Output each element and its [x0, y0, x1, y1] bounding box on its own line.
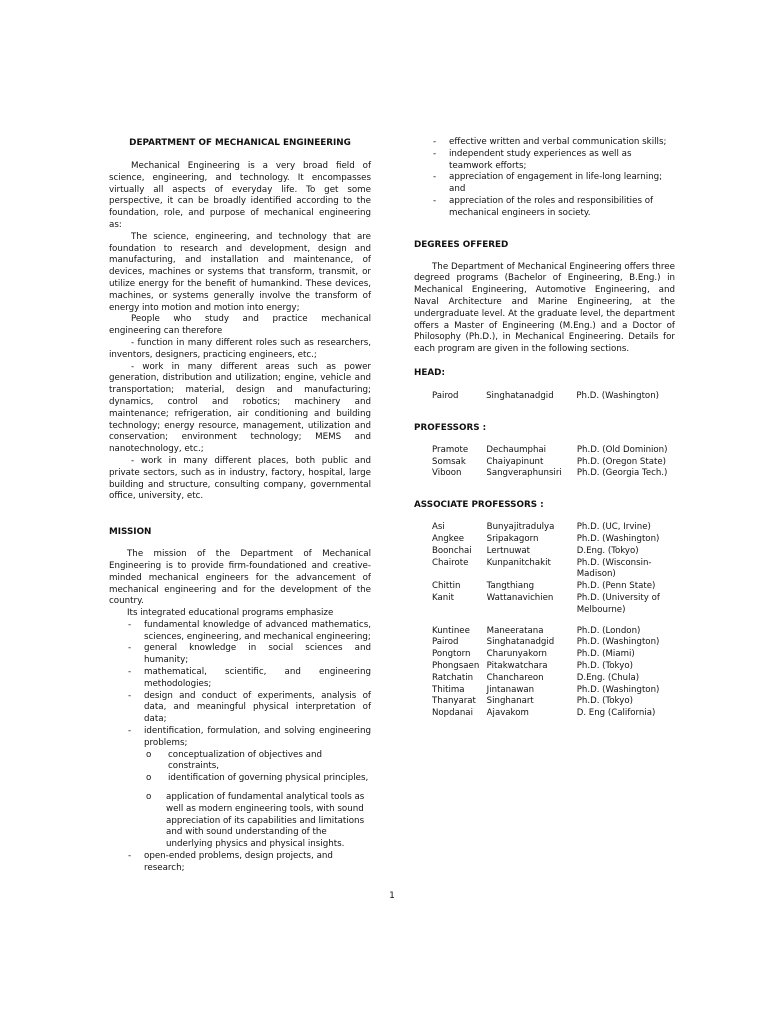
degree-cell: Ph.D. (London) — [576, 625, 641, 636]
list-item-text: fundamental knowledge of advanced mathematics, sciences, engineering, and mechanical engineering; — [144, 619, 371, 642]
list-item-text: identification, formulation, and solving engineering problems; — [144, 726, 371, 748]
page-title: DEPARTMENT OF MECHANICAL ENGINEERING — [129, 138, 351, 148]
list-item — [109, 691, 371, 726]
bullet-dash: - — [433, 137, 437, 147]
list-item — [414, 196, 675, 220]
first-name-cell: Pramote — [432, 444, 469, 455]
right-column — [414, 137, 675, 720]
list-item-text: effective written and verbal communication skills; — [449, 137, 667, 147]
table-row — [432, 522, 675, 534]
bullet-dash: - — [128, 851, 132, 862]
mission-heading: MISSION — [109, 527, 152, 538]
table-row — [432, 581, 675, 593]
first-name-cell: Angkee — [432, 533, 465, 544]
degree-cell: Ph.D. (Miami) — [576, 649, 635, 660]
table-row — [432, 649, 675, 661]
list-item — [414, 149, 675, 173]
head-table — [432, 391, 675, 403]
last-name-cell: Lertnuwat — [486, 545, 531, 556]
intro-paragraph: The science, engineering, and technology that are foundation to research and development, design and manufacturing, and installation and maintenance, of devices, machines or systems that transform, transmit, or utilize energy for the benefit of humankind. These devices, machines, or systems generally involve the transform of energy into motion and motion into energy; — [109, 231, 371, 313]
professors-heading: PROFESSORS : — [414, 422, 487, 433]
first-name-cell: Somsak — [432, 456, 466, 467]
degree-cell: Ph.D. (Oregon State) — [576, 456, 667, 467]
degree-cell: Ph.D. (Wisconsin-Madison) — [576, 557, 652, 580]
head-heading: HEAD: — [414, 367, 445, 378]
degree-cell: Ph.D. (Tokyo) — [576, 660, 633, 671]
first-name-cell: Viboon — [432, 468, 462, 479]
first-name-cell: Kanit — [432, 592, 454, 603]
first-name-cell: Chittin — [432, 581, 461, 592]
list-item — [414, 137, 675, 149]
list-item-text: design and conduct of experiments, analysis of data, and meaningful physical interpretation of data; — [144, 690, 371, 725]
bullet-dash: - — [128, 690, 132, 701]
first-name-cell: Pongtorn — [432, 649, 471, 660]
degrees-heading: DEGREES OFFERED — [414, 239, 509, 250]
bullet-dash: - — [128, 726, 132, 737]
sub-list-item-text: identification of governing physical principles, — [168, 773, 369, 784]
bullet-dash: - — [128, 667, 132, 678]
first-name-cell: Boonchai — [432, 545, 472, 556]
bullet-dash: - — [433, 172, 437, 183]
intro-role-item: - work in many different areas such as power generation, distribution and utilization; engine, vehicle and transportation; material, design and manufacturing; dynamics, control and robotics; machinery and maintenance; refrigeration, air conditioning and building technology; energy resource, management, utilization and conservation; environment technology; MEMS and nanotechnology, etc.; — [109, 361, 371, 455]
table-row — [432, 708, 675, 720]
list-item-text: appreciation of engagement in life-long learning; and — [449, 172, 663, 195]
associate-professors-table — [432, 522, 675, 720]
last-name-cell: Jintanawan — [486, 684, 535, 695]
degree-cell: Ph.D. (Old Dominion) — [576, 444, 668, 455]
degree-cell: Ph.D. (UC, Irvine) — [576, 522, 651, 533]
last-name-cell: Pitakwatchara — [486, 660, 548, 671]
first-name-cell: Phongsaen — [432, 660, 480, 671]
intro-role-item: - function in many different roles such as researchers, inventors, designers, practicing engineers, etc.; — [109, 337, 371, 360]
bullet-circle: o — [146, 792, 152, 803]
degree-cell: D.Eng. (Tokyo) — [576, 545, 639, 556]
last-name-cell: Ajavakom — [486, 708, 529, 719]
professors-table — [432, 445, 675, 480]
first-name-cell: Chairote — [432, 557, 469, 568]
last-name-cell: Sangveraphunsiri — [486, 468, 562, 479]
last-name-cell: Bunyajitradulya — [486, 522, 555, 533]
mission-lead: Its integrated educational programs emphasize — [127, 608, 334, 619]
last-name-cell: Chaiyapinunt — [486, 456, 544, 467]
degree-cell: Ph.D. (Washington) — [576, 390, 659, 401]
list-item-text: mathematical, scientific, and engineering methodologies; — [144, 667, 371, 689]
last-name-cell: Sripakagorn — [486, 533, 539, 544]
list-item — [109, 620, 371, 644]
last-name-cell: Dechaumphai — [486, 444, 547, 455]
intro-paragraph: Mechanical Engineering is a very broad field of science, engineering, and technology. It encompasses virtually all aspects of everyday life. To get some perspective, it can be broadly identified according to the foundation, role, and purpose of mechanical engineering as: — [109, 161, 371, 230]
list-item-text: open-ended problems, design projects, and research; — [144, 851, 333, 873]
associate-professors-heading: ASSOCIATE PROFESSORS : — [414, 500, 544, 511]
list-item — [414, 172, 675, 196]
first-name-cell: Thitima — [432, 684, 465, 695]
bullet-circle: o — [146, 749, 152, 760]
first-name-cell: Pairod — [432, 390, 459, 401]
last-name-cell: Tangthiang — [486, 581, 535, 592]
degree-cell: Ph.D. (Washington) — [576, 533, 660, 544]
list-item — [109, 726, 371, 750]
sub-list-item-text: conceptualization of objectives and constraints, — [168, 749, 323, 772]
table-row — [432, 468, 675, 480]
table-row — [432, 673, 675, 685]
degrees-paragraph: The Department of Mechanical Engineering offers three degreed programs (Bachelor of Engineering, B.Eng.) in Mechanical Engineering, Automotive Engineering, and Naval Architecture and Marine Engineering, at the undergraduate level. At the graduate level, the department offers a Master of Engineering (M.Eng.) and a Doctor of Philosophy (Ph.D.), in Mechanical Engineering. Details for each program are given in the following sections. — [414, 261, 675, 355]
last-name-cell: Singhatanadgid — [486, 390, 554, 401]
table-row — [432, 696, 675, 708]
table-row — [432, 558, 675, 582]
list-item-text: appreciation of the roles and responsibilities of mechanical engineers in society. — [449, 195, 654, 218]
left-column — [109, 137, 371, 875]
table-row — [432, 637, 675, 649]
list-item — [109, 667, 371, 691]
first-name-cell: Asi — [432, 522, 445, 533]
table-row — [432, 685, 675, 697]
degree-cell: Ph.D. (University of Melbourne) — [576, 592, 660, 615]
sub-list-item — [109, 792, 371, 851]
table-row — [432, 391, 675, 403]
degree-cell: Ph.D. (Georgia Tech.) — [576, 468, 668, 479]
first-name-cell: Kuntinee — [432, 625, 470, 636]
degree-cell: Ph.D. (Washington) — [576, 637, 660, 648]
page-number: 1 — [389, 891, 395, 901]
first-name-cell: Ratchatin — [432, 672, 474, 683]
bullet-dash: - — [433, 195, 437, 206]
intro-paragraph: People who study and practice mechanical engineering can therefore — [109, 314, 371, 337]
list-item-text: general knowledge in social sciences and humanity; — [144, 643, 371, 666]
degree-cell: Ph.D. (Washington) — [576, 684, 660, 695]
table-row — [432, 445, 675, 457]
first-name-cell: Nopdanai — [432, 708, 473, 719]
table-row — [432, 534, 675, 546]
degree-cell: Ph.D. (Tokyo) — [576, 696, 633, 707]
first-name-cell: Thanyarat — [432, 696, 476, 707]
sub-list-item — [109, 750, 371, 774]
degree-cell: D. Eng (California) — [576, 708, 656, 719]
list-item — [109, 643, 371, 667]
degree-cell: D.Eng. (Chula) — [576, 672, 640, 683]
bullet-dash: - — [433, 148, 437, 159]
last-name-cell: Wattanavichien — [486, 592, 554, 603]
last-name-cell: Kunpanitchakit — [486, 557, 551, 568]
table-row — [432, 661, 675, 673]
bullet-circle: o — [146, 773, 152, 784]
last-name-cell: Maneeratana — [486, 625, 544, 636]
first-name-cell: Pairod — [432, 637, 459, 648]
last-name-cell: Singhanart — [486, 696, 534, 707]
bullet-dash: - — [128, 619, 132, 630]
sub-list-item — [109, 773, 371, 785]
list-item-text: independent study experiences as well as teamwork efforts; — [449, 148, 632, 171]
table-row — [432, 546, 675, 558]
list-item — [109, 851, 371, 875]
mission-paragraph: The mission of the Department of Mechanical Engineering is to provide firm-foundationed and creative-minded mechanical engineers for the advancement of mechanical engineering and for the development of the country. — [109, 549, 371, 607]
last-name-cell: Chanchareon — [486, 672, 544, 683]
bullet-dash: - — [128, 643, 132, 654]
sub-list-item-text: application of fundamental analytical tools as well as modern engineering tools, with sound appreciation of its capabilities and limitations and with sound understanding of the underlying physics and physical insights. — [166, 792, 365, 850]
last-name-cell: Singhatanadgid — [486, 637, 555, 648]
intro-role-item: - work in many different places, both public and private sectors, such as in industry, factory, hospital, large building and structure, consulting company, governmental office, university, etc. — [109, 455, 371, 502]
table-row — [432, 626, 675, 638]
degree-cell: Ph.D. (Penn State) — [576, 581, 656, 592]
table-row — [432, 457, 675, 469]
last-name-cell: Charunyakorn — [486, 649, 547, 660]
table-row — [432, 593, 675, 626]
